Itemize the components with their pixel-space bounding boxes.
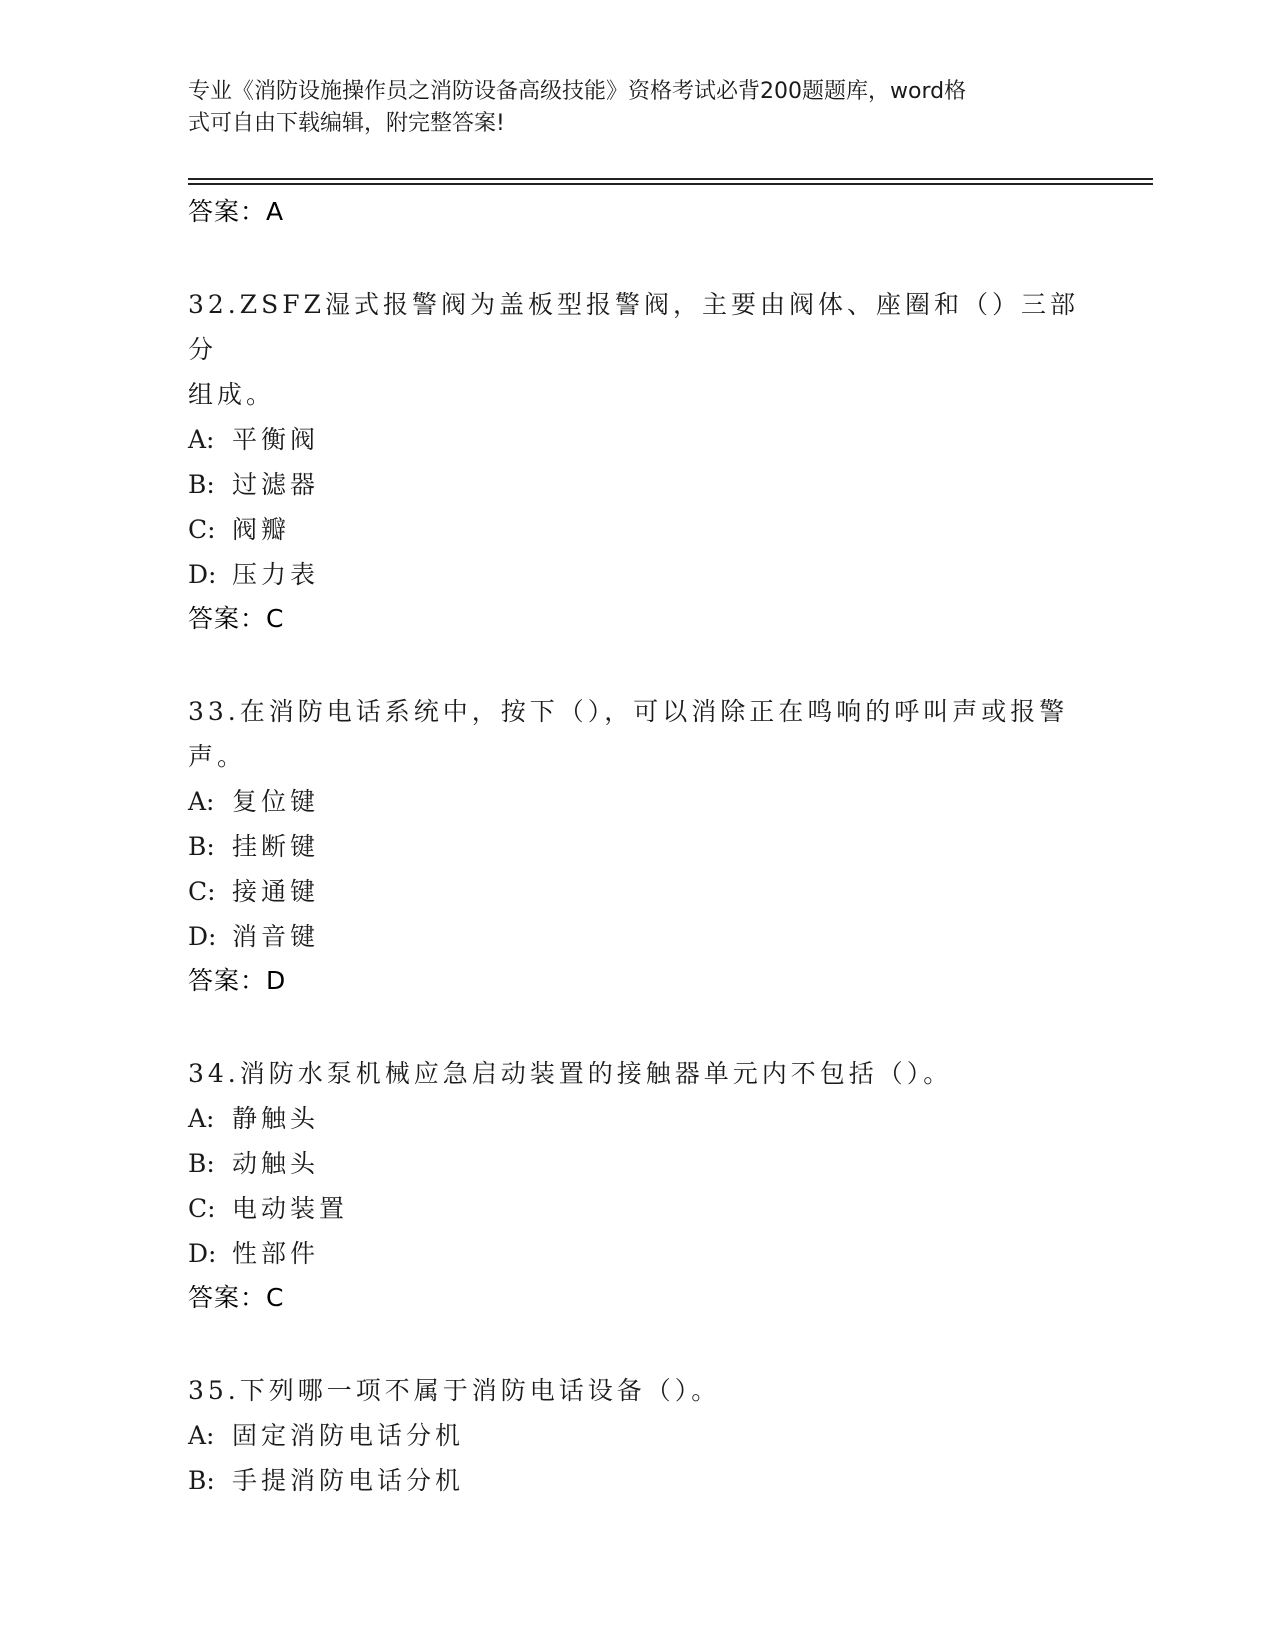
- question-stem-line: 组成。: [188, 380, 276, 409]
- option-letter: C:: [188, 1194, 216, 1223]
- question-34: [188, 1051, 1088, 1320]
- question-stem-line: 声。: [188, 742, 247, 771]
- option-text: 静触头: [232, 1104, 320, 1133]
- option-b: [188, 462, 1088, 507]
- option-text: 消音键: [232, 922, 320, 951]
- question-stem-line: 32.ZSFZ湿式报警阀为盖板型报警阀，主要由阀体、座圈和（）三部分: [188, 290, 1079, 364]
- question-stem: [188, 282, 1088, 417]
- question-stem: [188, 1051, 1088, 1096]
- option-text: 手提消防电话分机: [232, 1466, 465, 1495]
- option-letter: C:: [188, 515, 216, 544]
- question-32: [188, 282, 1088, 641]
- option-letter: B:: [188, 1466, 215, 1495]
- option-text: 复位键: [232, 787, 320, 816]
- answer: 答案：C: [188, 604, 285, 633]
- option-text: 性部件: [232, 1239, 320, 1268]
- option-text: 固定消防电话分机: [232, 1421, 465, 1450]
- option-text: 电动装置: [232, 1194, 349, 1223]
- option-letter: D:: [188, 560, 217, 589]
- question-stem: [188, 689, 1088, 779]
- header-line-1: 专业《消防设施操作员之消防设备高级技能》资格考试必背200题题库，word格: [188, 79, 967, 104]
- question-stem-line: 34.消防水泵机械应急启动装置的接触器单元内不包括（）。: [188, 1059, 953, 1088]
- option-b: [188, 1458, 1088, 1503]
- question-stem-line: 33.在消防电话系统中，按下（），可以消除正在鸣响的呼叫声或报警: [188, 697, 1069, 726]
- option-text: 阀瓣: [232, 515, 291, 544]
- option-letter: C:: [188, 877, 216, 906]
- answer: 答案：D: [188, 966, 287, 995]
- option-text: 压力表: [232, 560, 320, 589]
- option-letter: A:: [188, 1104, 215, 1133]
- option-a: [188, 417, 1088, 462]
- option-text: 平衡阀: [232, 425, 320, 454]
- header-line-2: 式可自由下载编辑，附完整答案!: [188, 111, 505, 136]
- question-35: [188, 1368, 1088, 1503]
- option-d: [188, 552, 1088, 597]
- option-b: [188, 1141, 1088, 1186]
- question-list: [188, 190, 1088, 1503]
- option-letter: A:: [188, 787, 215, 816]
- question-33: [188, 689, 1088, 1003]
- option-text: 接通键: [232, 877, 320, 906]
- option-text: 动触头: [232, 1149, 320, 1178]
- header-rule-bottom: [188, 183, 1153, 185]
- option-c: [188, 1186, 1088, 1231]
- option-b: [188, 824, 1088, 869]
- option-d: [188, 1231, 1088, 1276]
- answer: 答案：C: [188, 1283, 285, 1312]
- option-letter: A:: [188, 1421, 215, 1450]
- option-letter: B:: [188, 1149, 215, 1178]
- option-c: [188, 507, 1088, 552]
- option-letter: B:: [188, 832, 215, 861]
- option-text: 挂断键: [232, 832, 320, 861]
- option-d: [188, 914, 1088, 959]
- option-c: [188, 869, 1088, 914]
- option-letter: B:: [188, 470, 215, 499]
- option-letter: D:: [188, 922, 217, 951]
- option-a: [188, 1413, 1088, 1458]
- option-text: 过滤器: [232, 470, 320, 499]
- option-a: [188, 1096, 1088, 1141]
- option-letter: A:: [188, 425, 215, 454]
- previous-answer: 答案：A: [188, 197, 285, 226]
- question-stem: [188, 1368, 1088, 1413]
- option-letter: D:: [188, 1239, 217, 1268]
- option-a: [188, 779, 1088, 824]
- question-stem-line: 35.下列哪一项不属于消防电话设备（）。: [188, 1376, 721, 1405]
- document-header: [188, 76, 1088, 140]
- header-rule-top: [188, 178, 1153, 180]
